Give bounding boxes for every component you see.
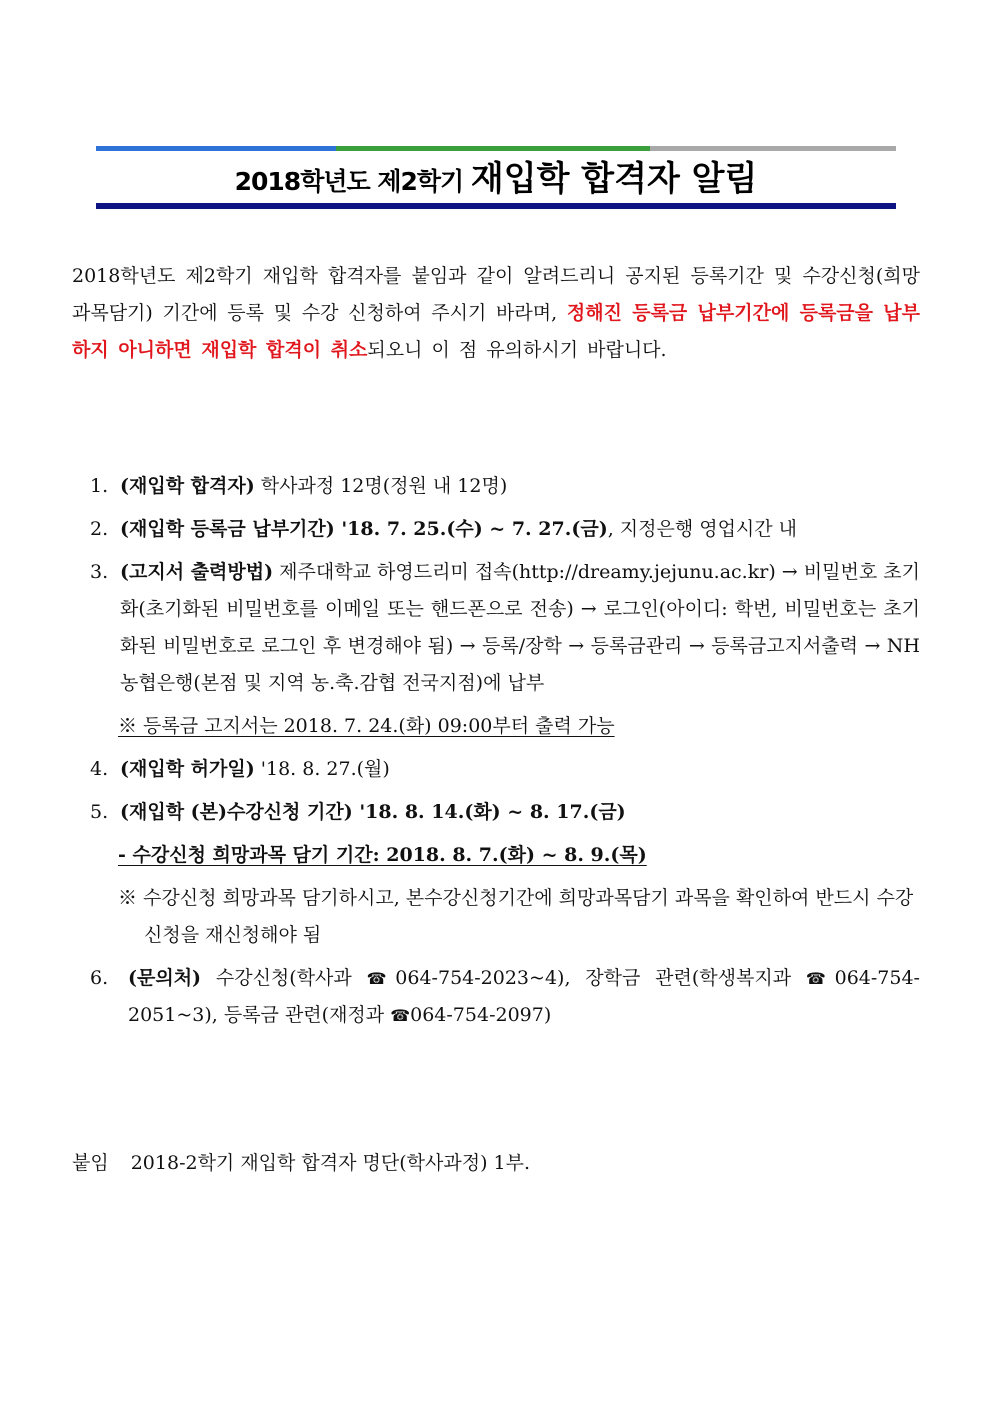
item-number: 5. [90,801,109,823]
item-label: (재입학 (본)수강신청 기간) [120,801,353,823]
wishlist-period: - 수강신청 희망과목 담기 기간: 2018. 8. 7.(화) ~ 8. 9.(목) [118,844,647,866]
attachment-line [72,1148,530,1178]
item-label: (재입학 허가일) [120,758,255,780]
intro-paragraph [72,258,920,369]
item-5-note [90,880,920,954]
contact-text-2: 064-754-2023~4), 장학금 관련(학생복지과 [395,967,806,989]
attachment-text: 2018-2학기 재입학 합격자 명단(학사과정) 1부. [130,1152,531,1174]
page-title [96,151,896,203]
item-1 [90,468,920,505]
invoice-note: ※ 등록금 고지서는 2018. 7. 24.(화) 09:00부터 출력 가능 [118,715,615,737]
item-number: 6. [90,967,109,989]
contact-text-4: 064-754-2097) [410,1004,552,1026]
intro-warning-text: 정해진 등록금 납부기간에 등록금을 납부하지 아니하면 재입학 합격이 취소 [72,302,921,361]
item-number: 1. [90,475,109,497]
phone-icon: ☎ [366,969,396,988]
item-3 [90,554,920,702]
item-text: 제주대학교 하영드리미 접속(http://dreamy.jejunu.ac.kr) → 비밀번호 초기화(초기화된 비밀번호를 이메일 또는 핸드폰으로 전송) → 로그인(아이디: 학번, 비밀번호는 초기화된 비밀번호로 로그인 후 변경해야 됨) → 등록/장학 → 등록금관리 → 등록금고지서출력 → NH농협은행(본점 및 지역 농.축.감협 전국지점)에 납부 [120,561,920,694]
item-label: (재입학 합격자) [120,475,255,497]
item-date-range: '18. 8. 14.(화) ~ 8. 17.(금) [352,801,626,823]
item-text: , 지정은행 영업시간 내 [607,518,798,540]
attachment-label: 붙임 [72,1152,109,1174]
intro-text-2: 되오니 이 점 유의하시기 바랍니다. [367,339,667,361]
item-text: '18. 8. 27.(월) [254,758,390,780]
intro-text-1: 2018학년도 제2학기 재입학 합격자를 붙임과 같이 알려드리니 공지된 등록기간 및 수강신청(희망과목담기) 기간에 등록 및 수강 신청하여 주시기 바라며, [72,265,920,324]
item-label: (재입학 등록금 납부기간) [120,518,335,540]
item-5 [90,794,920,831]
item-2 [90,511,920,548]
title-prefix: 2018학년도 제2학기 [234,167,471,196]
registration-note: ※ 수강신청 희망과목 담기하시고, 본수강신청기간에 희망과목담기 과목을 확인하여 반드시 수강신청을 재신청해야 됨 [118,887,914,946]
title-bottom-bar [96,203,896,209]
item-number: 3. [90,561,109,583]
item-text: 학사과정 12명(정원 내 12명) [254,475,508,497]
phone-icon: ☎ [805,969,835,988]
item-date-range: '18. 7. 25.(수) ~ 7. 27.(금) [334,518,608,540]
item-5-sub [90,837,920,874]
notice-items [90,468,920,1040]
item-label: (문의처) [128,967,202,989]
title-block [96,146,896,209]
item-6 [90,960,920,1034]
item-3-note [90,708,920,745]
phone-icon: ☎ [390,1006,411,1025]
item-label: (고지서 출력방법) [120,561,274,583]
title-main: 재입학 합격자 알림 [470,159,758,199]
item-number: 4. [90,758,109,780]
contact-text-1: 수강신청(학사과 [201,967,367,989]
item-number: 2. [90,518,109,540]
contact-text-3: 064-754-2051~3), 등록금 관련(재정과 [128,967,920,1026]
item-4 [90,751,920,788]
